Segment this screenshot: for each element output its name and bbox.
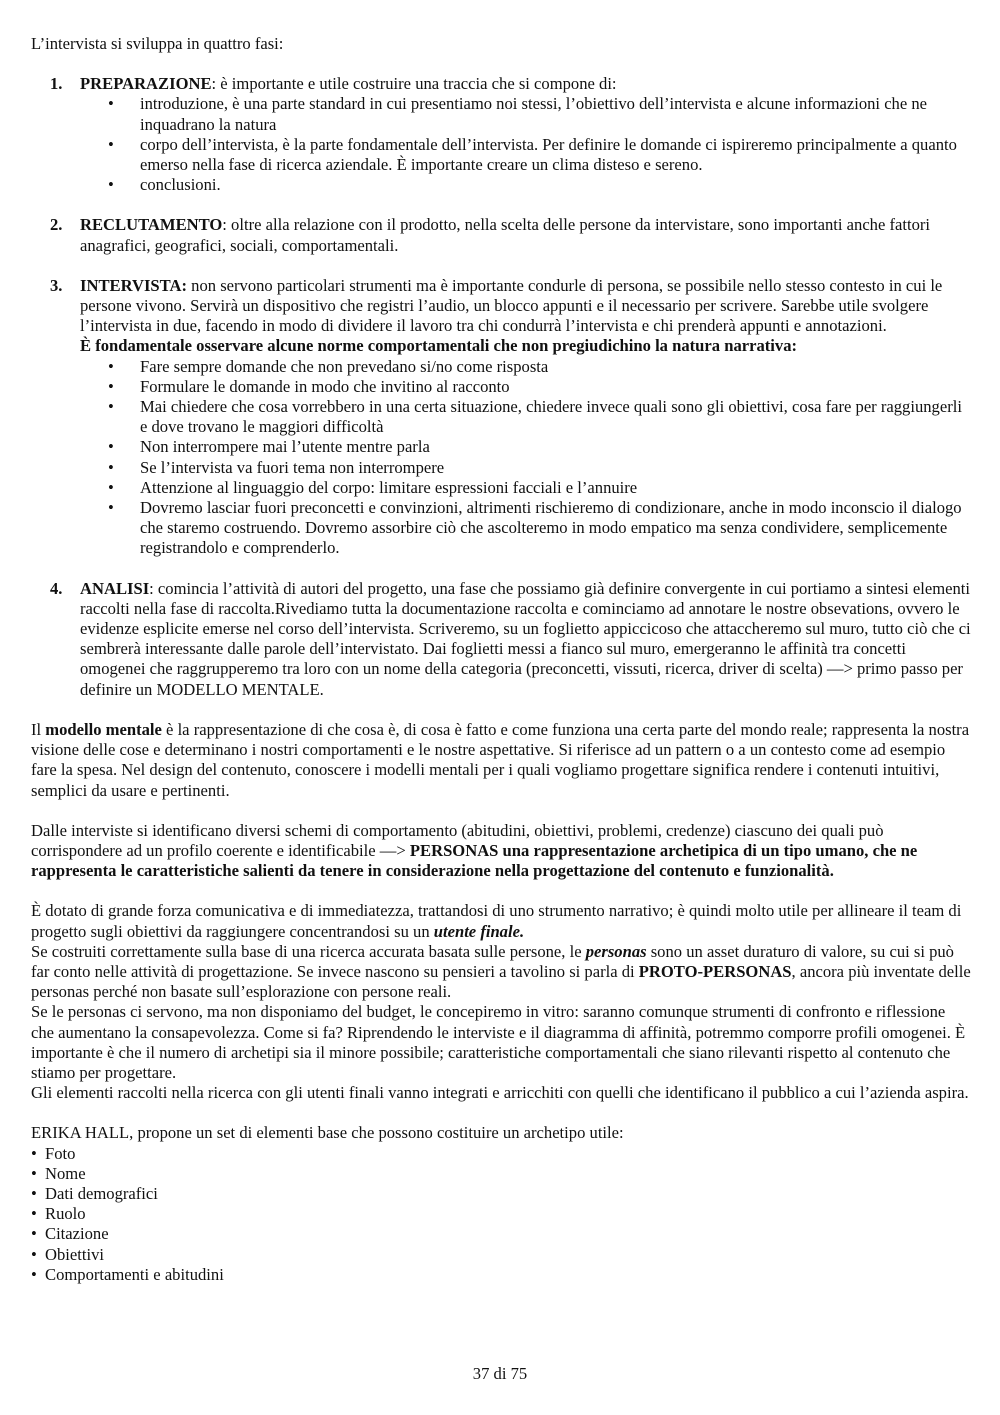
text-run: Dalle interviste si identificano diversi schemi di comportamento (abitudini, obiettivi, problemi, credenze) ciascuno dei quali può corrispondere ad un profilo coerente e identificabile —>	[31, 820, 884, 860]
phase-text: : comincia l’attività di autori del progetto, una fase che possiamo già definire convergente in cui portiamo a sintesi elementi raccolti nella fase di raccolta.Rivediamo tutta la documentazione raccolta e cominciamo ad annotare le nostre obsevations, ovvero le evidenze esplicite emerse nel corso dell’intervista. Scriveremo, su un foglietto appiccicoso che attaccheremo sul muro, tutto ciò che ci sembrerà interessante dalle parole dell’intervistato. Dai foglietti messi a fianco sul muro, emergeranno le affinità tra concetti omogenei che raggrupperemo tra loro con un nome della categoria (preconcetti, vissuti, ricerca, driver di scelta) —> primo passo per definire un MODELLO MENTALE.	[80, 578, 971, 699]
text-run: è la rappresentazione di che cosa è, di cosa è fatto e come funziona una certa parte del mondo reale; rappresenta la nostra visione delle cose e determinano i nostri comportamenti e le nostre aspettative. Si riferisce ad un pattern o a un contesto come ad esempio fare la spesa. Nel design del contenuto, conoscere i modelli mentali per i quali vogliamo progettare significa rendere i contenuti intuitivi, semplici da usare e pertinenti.	[31, 719, 970, 800]
text-run: , ancora più inventate delle personas perché non basate sull’esplorazione con persone reali.	[31, 961, 971, 1002]
list-item: • Ruolo	[31, 1204, 971, 1224]
dotato-paragraph	[31, 901, 971, 941]
list-item: • introduzione, è una parte standard in cui presentiamo noi stessi, l’obiettivo dell’intervista e alcune informazioni che ne inquadrano la natura	[80, 94, 971, 134]
intro-paragraph: L’intervista si sviluppa in quattro fasi:	[31, 34, 284, 53]
list-gap	[31, 559, 971, 579]
list-item: • Attenzione al linguaggio del corpo: limitare espressioni facciali e l’annuire	[80, 478, 971, 498]
list-item: • Se l’intervista va fuori tema non interrompere	[80, 458, 971, 478]
list-item: • Nome	[31, 1164, 971, 1184]
bullet-list	[80, 94, 971, 195]
list-item: • Dati demografici	[31, 1184, 971, 1204]
bold-term: PROTO-PERSONAS	[638, 961, 792, 981]
bold-term: modello mentale	[45, 719, 162, 739]
text-run: È dotato di grande forza comunicativa e di immediatezza, trattandosi di uno strumento narrativo; è quindi molto utile per allineare il team di progetto sugli obiettivi da raggiungere concentrandosi su un	[31, 901, 962, 941]
document-body	[31, 34, 971, 1285]
phase-text: : è importante e utile costruire una traccia che si compone di:	[211, 74, 617, 94]
text-run: sono un asset duraturo di valore, su cui si può far conto nelle attività di progettazione. Se invece nascono su pensieri a tavolino si parla di	[31, 941, 954, 981]
costruiti-paragraph	[31, 942, 971, 1003]
text-run: Se costruiti correttamente sulla base di una ricerca accurata basata sulle persone, le	[31, 941, 586, 961]
list-item: • Obiettivi	[31, 1245, 971, 1265]
list-item: • corpo dell’intervista, è la parte fondamentale dell’intervista. Per definire le domande ci ispireremo principalmente a quanto emerso nella fase di ricerca aziendale. È importante creare un clima disteso e sereno.	[80, 135, 971, 175]
phase-text: : oltre alla relazione con il prodotto, nella scelta delle persone da intervistare, sono importanti anche fattori anagrafici, geografici, sociali, comportamentali.	[80, 215, 931, 255]
text-run: Il	[31, 719, 46, 739]
phase-number: 3.	[50, 275, 63, 295]
bullet-list	[80, 357, 971, 559]
bold-italic-term: utente finale.	[433, 921, 525, 941]
phase-item	[31, 276, 971, 559]
personas-paragraph	[31, 821, 971, 882]
phase-item	[31, 579, 971, 700]
list-item: • Formulare le domande in modo che invitino al racconto	[80, 377, 971, 397]
phases-list	[31, 74, 971, 700]
list-item: • Foto	[31, 1144, 971, 1164]
mental-model-paragraph	[31, 720, 971, 801]
list-item: • Citazione	[31, 1224, 971, 1244]
list-gap	[31, 195, 971, 215]
list-item: • conclusioni.	[80, 175, 971, 195]
phase-title: ANALISI	[80, 578, 150, 598]
phase-title: INTERVISTA:	[80, 275, 187, 295]
list-item: • Fare sempre domande che non prevedano si/no come risposta	[80, 357, 971, 377]
bold-definition: PERSONAS una rappresentazione archetipica di un tipo umano, che ne rappresenta le caratteristiche salienti da tenere in considerazione nella progettazione del contenuto e funzionalità.	[31, 840, 918, 881]
phase-number: 4.	[50, 578, 63, 598]
list-item: • Mai chiedere che cosa vorrebbero in una certa situazione, chiedere invece quali sono gli obiettivi, cosa fare per raggiungerli e dove trovano le maggiori difficoltà	[80, 397, 971, 437]
budget-paragraph: Se le personas ci servono, ma non disponiamo del budget, le concepiremo in vitro: saranno comunque strumenti di confronto e riflessione che aumentano la consapevolezza. Come si fa? Riprendendo le interviste e il diagramma di affinità, potremmo comporre profili omogenei. È importante è che il numero di archetipi sia il minore possibile; caratteristiche comportamentali che siano rilevanti rispetto al contenuto che stiamo per progettare.	[31, 1002, 966, 1082]
phase-item	[31, 74, 971, 195]
hall-intro: ERIKA HALL, propone un set di elementi base che possono costituire un archetipo utile:	[31, 1123, 624, 1143]
phase-title: PREPARAZIONE	[80, 74, 212, 94]
hall-list	[31, 1144, 971, 1285]
phase-item	[31, 215, 971, 255]
page-number: 37 di 75	[472, 1364, 528, 1383]
phase-text: non servono particolari strumenti ma è importante condurle di persona, se possibile nello stesso contesto in cui le persone vivono. Servirà un dispositivo che registri l’audio, un blocco appunti e il necessario per scrivere. Sarebbe utile svolgere l’intervista in due, facendo in modo di dividere il lavoro tra chi condurrà l’intervista e chi prenderà appunti e annotazioni.	[80, 275, 943, 336]
bold-italic-term: personas	[585, 941, 647, 961]
phase-bold-line: È fondamentale osservare alcune norme comportamentali che non pregiudichino la natura narrativa:	[80, 336, 798, 356]
list-item: • Dovremo lasciar fuori preconcetti e convinzioni, altrimenti rischieremo di condizionare, anche in modo inconscio il dialogo che staremo costruendo. Dovremo assorbire ciò che ascolteremo in modo empatico ma senza condividere, semplicemente registrandolo e comprenderlo.	[80, 498, 971, 559]
phase-number: 2.	[50, 215, 63, 235]
list-item: • Non interrompere mai l’utente mentre parla	[80, 437, 971, 457]
list-gap	[31, 256, 971, 276]
list-item: • Comportamenti e abitudini	[31, 1265, 971, 1285]
phase-title: RECLUTAMENTO	[80, 215, 223, 235]
phase-number: 1.	[50, 74, 63, 94]
elementi-paragraph: Gli elementi raccolti nella ricerca con gli utenti finali vanno integrati e arricchiti con quelli che identificano il pubblico a cui l’azienda aspira.	[31, 1083, 969, 1103]
